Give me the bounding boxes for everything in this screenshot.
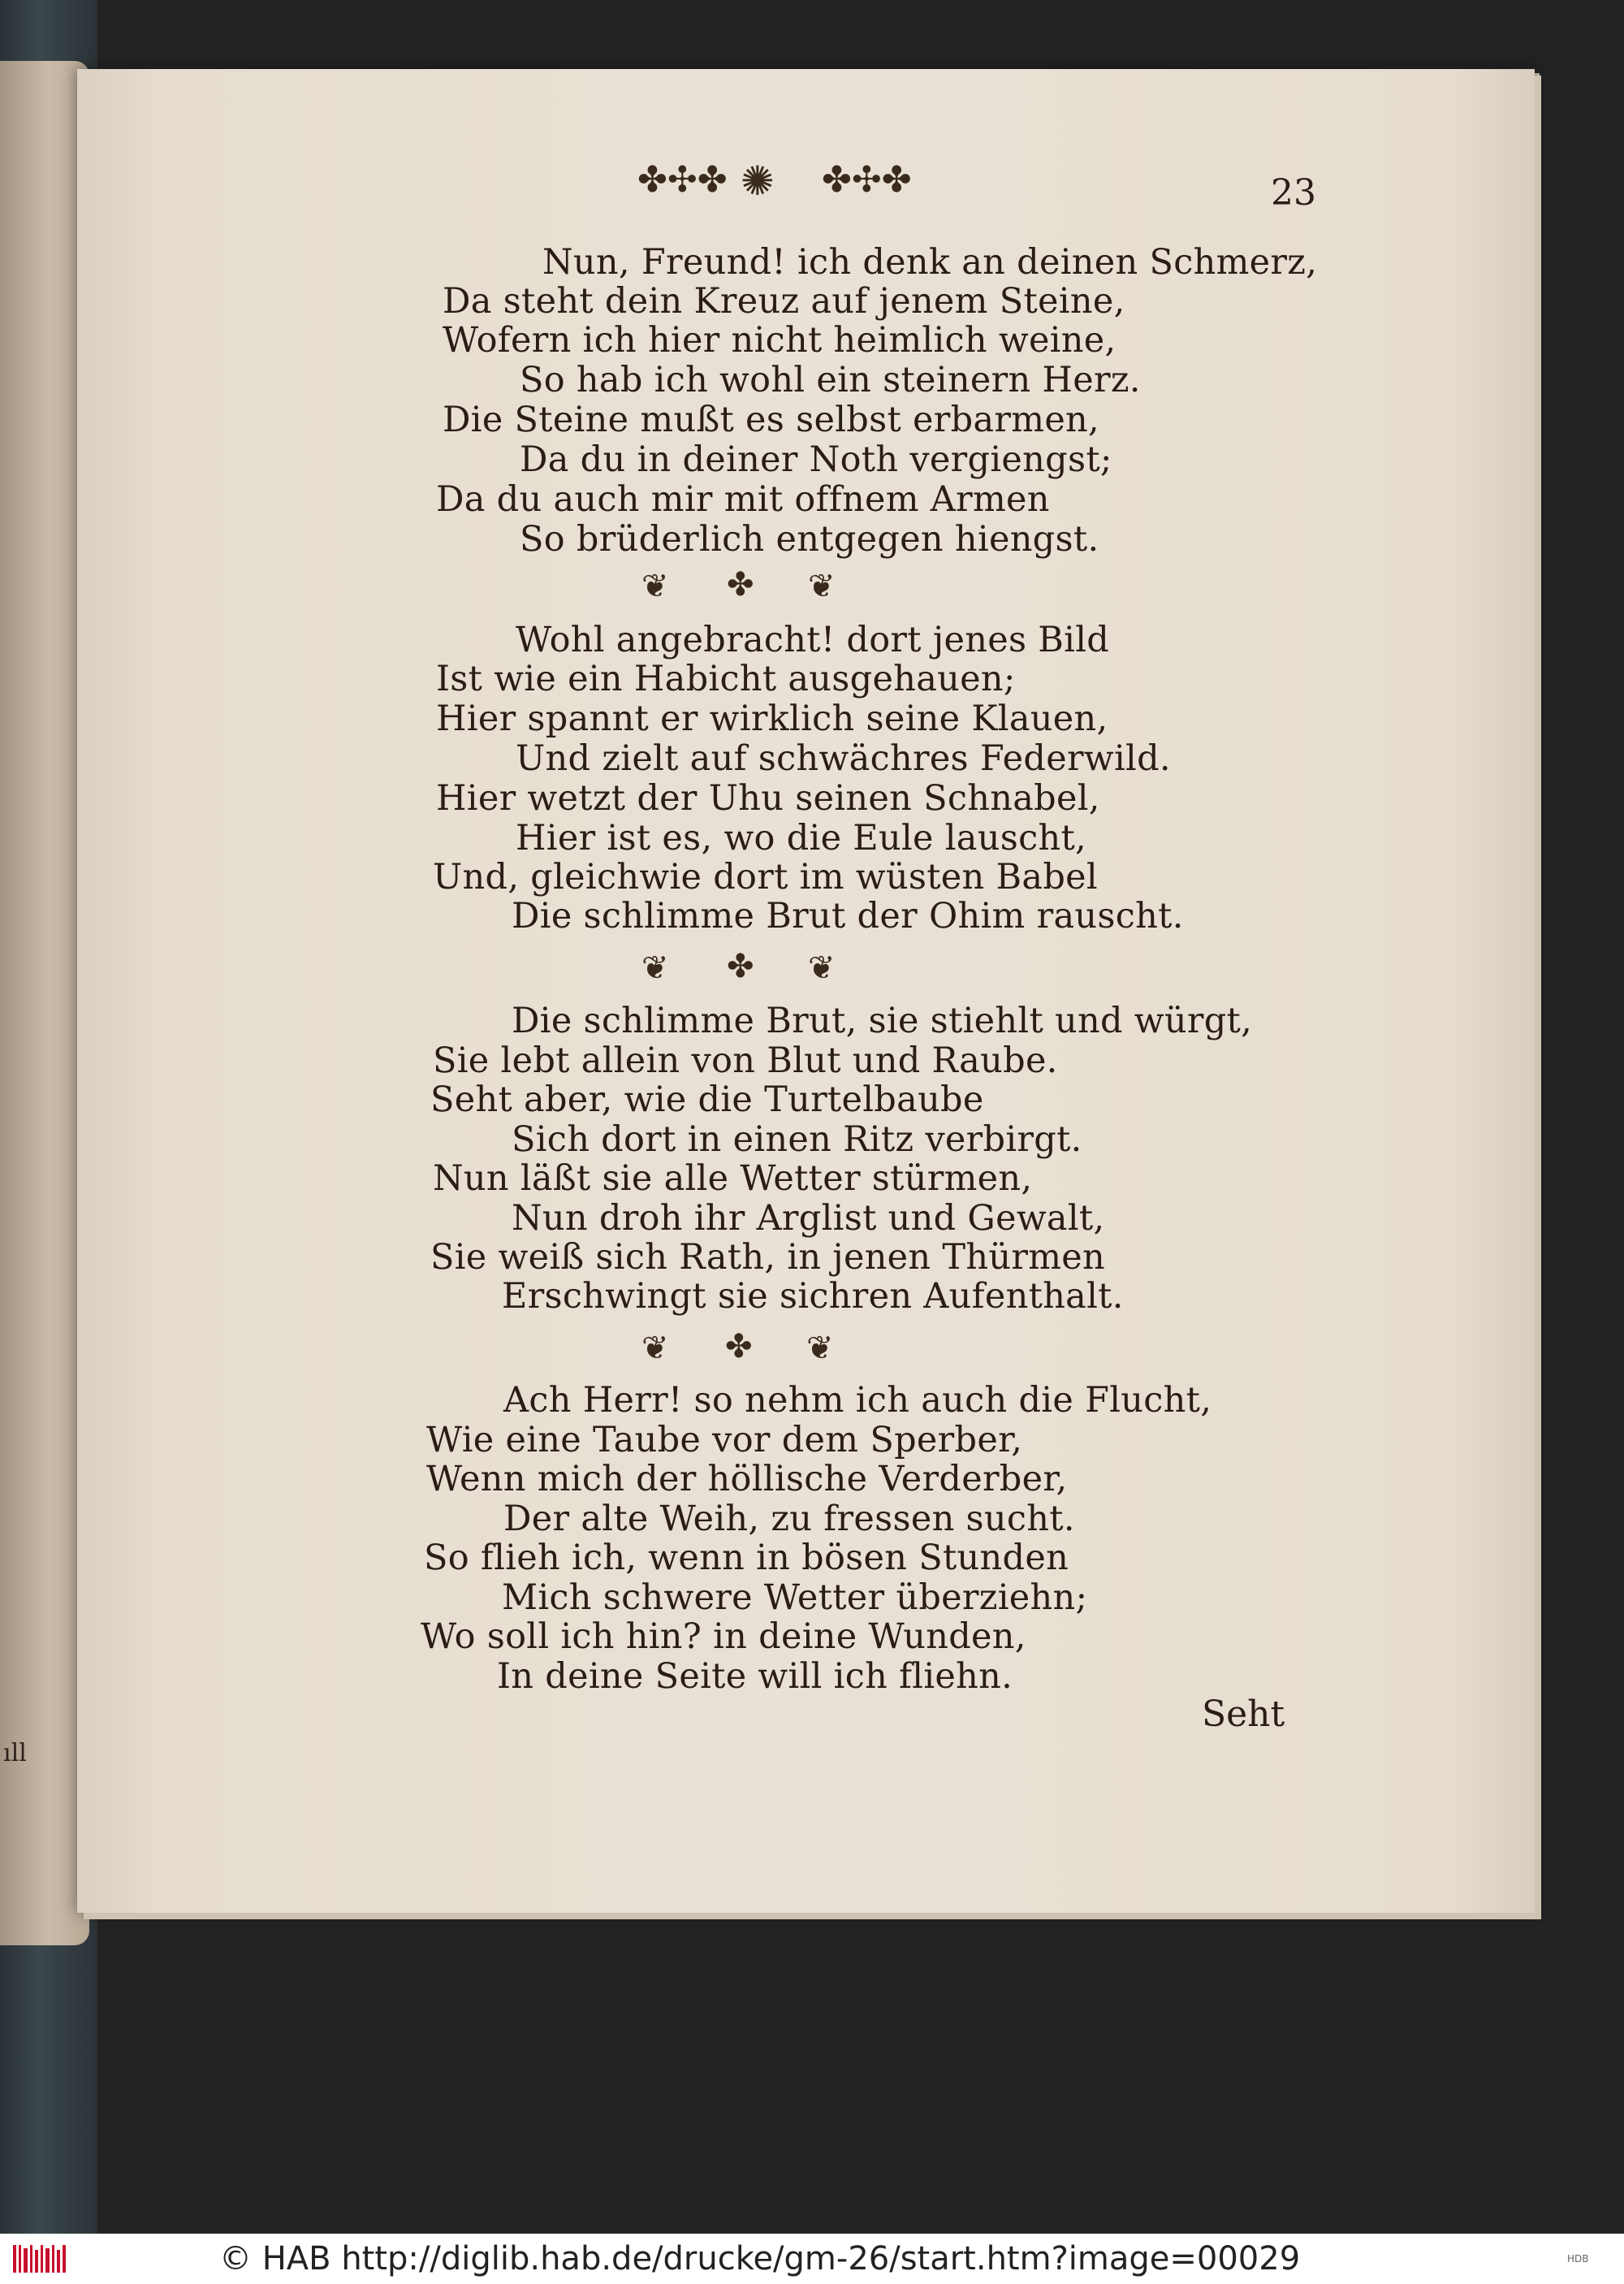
verse-line: Da du in deiner Noth vergiengst; — [520, 439, 1112, 480]
verse-line: Da du auch mir mit offnem Armen — [436, 479, 1050, 520]
verse-line: Mich schwere Wetter überziehn; — [502, 1577, 1088, 1618]
verse-line: Nun droh ihr Arglist und Gewalt, — [512, 1198, 1105, 1239]
divider-ornament-center-icon: ✤ — [725, 1328, 753, 1365]
verse-line: Hier wetzt der Uhu seinen Schnabel, — [436, 778, 1100, 819]
header-ornament-center-icon: ✺ — [741, 158, 775, 205]
verse-line: Und, gleichwie dort im wüsten Babel — [433, 857, 1098, 898]
footer-bar — [0, 2234, 1624, 2284]
page-number: 23 — [1271, 172, 1316, 214]
verse-line: Hier ist es, wo die Eule lauscht, — [516, 818, 1087, 859]
verse-line: Wenn mich der höllische Verderber, — [426, 1459, 1068, 1499]
verse-line: Hier spannt er wirklich seine Klauen, — [436, 699, 1108, 739]
verse-line: Ach Herr! so nehm ich auch die Flucht, — [503, 1380, 1212, 1421]
divider-ornament-center-icon: ✤ — [727, 948, 754, 985]
verse-line: Nun, Freund! ich denk an deinen Schmerz, — [542, 242, 1318, 283]
verse-line: Sie lebt allein von Blut und Raube. — [433, 1040, 1058, 1081]
previous-page-fragment: ıll — [3, 1739, 27, 1767]
footer-mark: HDB — [1567, 2253, 1589, 2265]
copyright-url-text[interactable]: © HAB http://diglib.hab.de/drucke/gm-26/start.htm?image=00029 — [219, 2240, 1301, 2278]
divider-ornament-right-icon: ❦ — [808, 950, 836, 987]
divider-ornament-right-icon: ❦ — [806, 1330, 834, 1367]
header-ornament-left-icon: ✤✣✤ — [637, 159, 728, 201]
verse-line: So brüderlich entgegen hiengst. — [520, 519, 1099, 560]
divider-ornament-center-icon: ✤ — [727, 566, 754, 603]
verse-line: Und zielt auf schwächres Federwild. — [516, 738, 1171, 779]
divider-ornament-right-icon: ❦ — [808, 568, 836, 605]
verse-line: In deine Seite will ich fliehn. — [497, 1656, 1013, 1697]
verse-line: Die schlimme Brut, sie stiehlt und würgt, — [512, 1001, 1253, 1041]
verse-line: Erschwingt sie sichren Aufenthalt. — [502, 1276, 1124, 1317]
divider-ornament-left-icon: ❦ — [641, 568, 669, 605]
verse-line: Sich dort in einen Ritz verbirgt. — [512, 1119, 1082, 1160]
verse-line: Da steht dein Kreuz auf jenem Steine, — [443, 281, 1125, 322]
verse-line: So flieh ich, wenn in bösen Stunden — [424, 1538, 1069, 1578]
verse-line: So hab ich wohl ein steinern Herz. — [520, 360, 1141, 400]
verse-line: Wohl angebracht! dort jenes Bild — [516, 620, 1110, 660]
divider-ornament-left-icon: ❦ — [641, 950, 669, 987]
verse-line: Der alte Weih, zu fressen sucht. — [503, 1499, 1075, 1539]
verse-line: Wie eine Taube vor dem Sperber, — [426, 1420, 1023, 1460]
header-ornament-right-icon: ✤✣✤ — [822, 159, 912, 201]
catchword: Seht — [1202, 1694, 1285, 1735]
barcode-logo-icon[interactable] — [11, 2242, 68, 2276]
verse-line: Nun läßt sie alle Wetter stürmen, — [433, 1158, 1033, 1199]
verse-line: Wofern ich hier nicht heimlich weine, — [443, 320, 1116, 361]
verse-line: Sie weiß sich Rath, in jenen Thürmen — [430, 1237, 1106, 1278]
divider-ornament-left-icon: ❦ — [641, 1330, 669, 1367]
verse-line: Ist wie ein Habicht ausgehauen; — [436, 659, 1016, 699]
previous-page-edge — [0, 61, 89, 1945]
verse-line: Die schlimme Brut der Ohim rauscht. — [512, 896, 1184, 937]
verse-line: Wo soll ich hin? in deine Wunden, — [421, 1616, 1026, 1657]
verse-line: Seht aber, wie die Turtelbaube — [430, 1079, 984, 1120]
verse-line: Die Steine mußt es selbst erbarmen, — [443, 400, 1100, 440]
